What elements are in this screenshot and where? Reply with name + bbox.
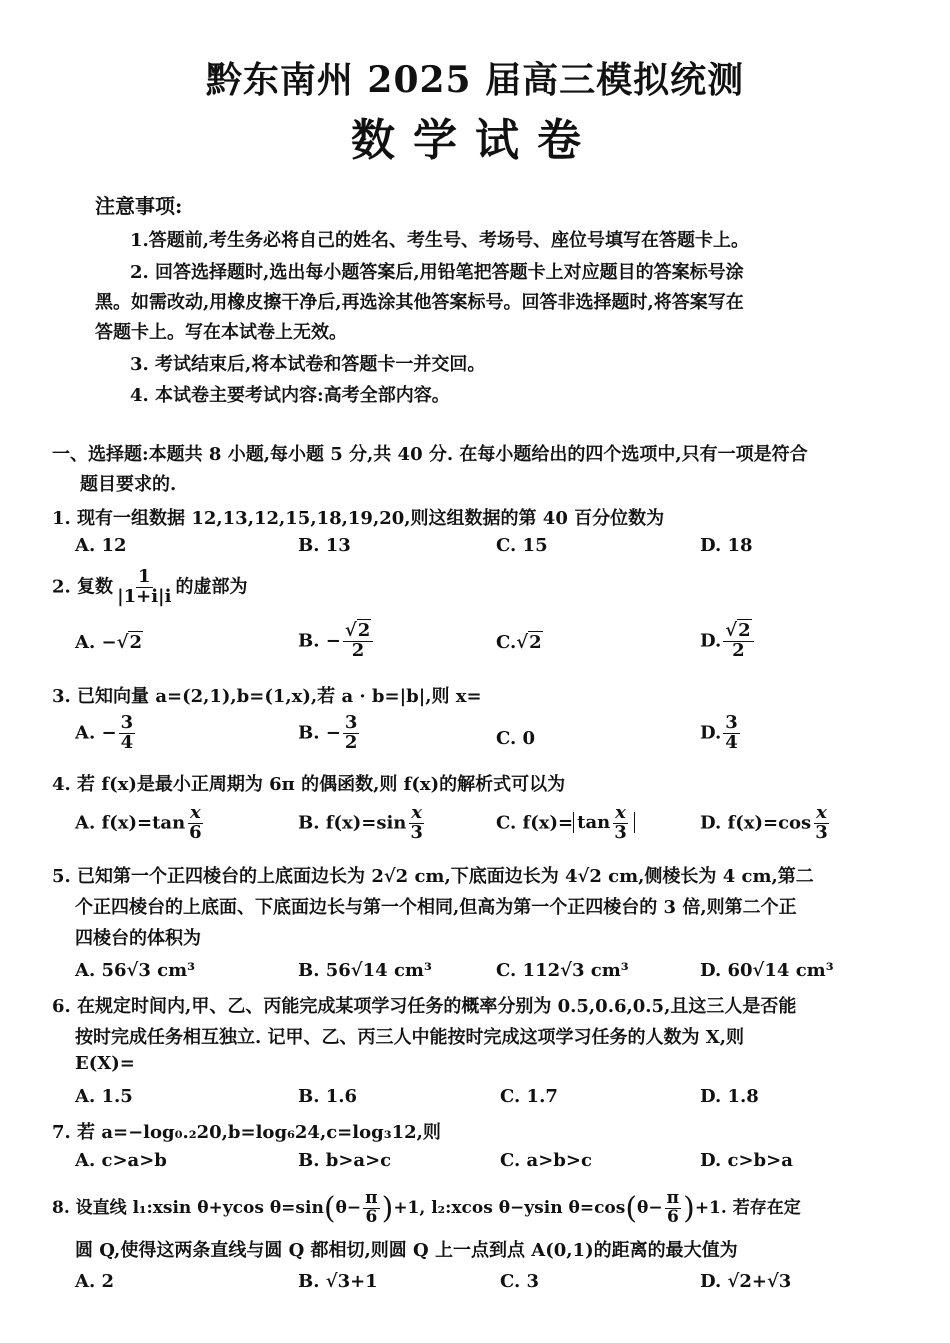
question-5-line-2: 个正四棱台的上底面、下底面边长与第一个相同,但高为第一个正四棱台的 3 倍,则第二个正 <box>75 897 797 918</box>
question-6-option-d: D. 1.8 <box>700 1086 759 1107</box>
notice-heading: 注意事项: <box>95 194 183 218</box>
question-4-option-c: C. f(x)= tan $\frac{x}{3}$ <box>496 804 635 843</box>
question-1-option-d: D. 18 <box>700 535 753 556</box>
notice-item-2-line-2: 黑。如需改动,用橡皮擦干净后,再选涂其他答案标号。回答非选择题时,将答案写在 <box>95 292 744 313</box>
notice-item-3: 3. 考试结束后,将本试卷和答题卡一并交回。 <box>130 354 486 375</box>
question-3-option-c: C. 0 <box>496 728 536 749</box>
notice-item-2-line-3: 答题卡上。写在本试卷上无效。 <box>95 322 347 343</box>
question-3-option-d: D. $\frac{3}{4}$ <box>700 712 738 753</box>
question-2-option-b: B. − $\frac{√2}{2}$ <box>298 622 375 661</box>
question-5-line-3: 四棱台的体积为 <box>75 928 201 949</box>
question-4-option-d: D. f(x)=cos $\frac{x}{3}$ <box>700 802 828 843</box>
question-7-option-d: D. c>b>a <box>700 1150 793 1171</box>
question-4-option-b: B. f(x)=sin $\frac{x}{3}$ <box>298 802 423 843</box>
question-5-option-a: A. 56√3 cm³ <box>75 960 196 981</box>
question-4-option-a: A. f(x)=tan $\frac{x}{6}$ <box>75 802 202 843</box>
question-1-option-c: C. 15 <box>496 535 548 556</box>
exam-subtitle: 数学试卷 <box>351 115 599 166</box>
question-1-stem: 1. 现有一组数据 12,13,12,15,18,19,20,则这组数据的第 40 百分位数为 <box>52 508 665 529</box>
notice-item-2-line-1: 2. 回答选择题时,选出每小题答案后,用铅笔把答题卡上对应题目的答案标号涂 <box>130 262 744 283</box>
exam-title: 黔东南州 2025 届高三模拟统测 <box>205 59 745 101</box>
question-7-option-b: B. b>a>c <box>298 1150 392 1171</box>
question-8-option-a: A. 2 <box>75 1271 115 1292</box>
question-7-stem: 7. 若 a=−log₀.₂20,b=log₆24,c=log₃12,则 <box>52 1122 441 1143</box>
question-6-line-3: E(X)= <box>75 1053 135 1074</box>
question-5-line-1: 5. 已知第一个正四棱台的上底面边长为 2√2 cm,下底面边长为 4√2 cm,侧棱长为 4 cm,第二 <box>52 866 814 887</box>
section-heading-line-1: 一、选择题:本题共 8 小题,每小题 5 分,共 40 分. 在每小题给出的四个选项中,只有一项是符合 <box>52 444 808 465</box>
question-8-option-c: C. 3 <box>500 1271 540 1292</box>
question-8-option-d: D. √2+√3 <box>700 1271 792 1292</box>
question-8-option-b: B. √3+1 <box>298 1271 378 1292</box>
question-2-option-c: C.√2 <box>496 632 542 653</box>
question-3-stem: 3. 已知向量 a=(2,1),b=(1,x),若 a · b=|b|,则 x= <box>52 686 482 707</box>
question-6-line-1: 6. 在规定时间内,甲、乙、丙能完成某项学习任务的概率分别为 0.5,0.6,0.5,且这三人是否能 <box>52 996 797 1017</box>
question-2-stem: 2. 复数 $\frac{1}{|1+i|i}$ 的虚部为 <box>52 566 248 607</box>
question-3-option-a: A. − $\frac{3}{4}$ <box>75 712 134 753</box>
question-2-option-d: D. $\frac{√2}{2}$ <box>700 622 756 661</box>
question-5-option-b: B. 56√14 cm³ <box>298 960 432 981</box>
question-6-option-c: C. 1.7 <box>500 1086 558 1107</box>
question-8-line-2: 圆 Q,使得这两条直线与圆 Q 都相切,则圆 Q 上一点到点 A(0,1)的距离的最大值为 <box>75 1240 738 1261</box>
notice-item-1: 1.答题前,考生务必将自己的姓名、考生号、考场号、座位号填写在答题卡上。 <box>130 230 750 251</box>
question-6-option-a: A. 1.5 <box>75 1086 133 1107</box>
question-8-line-1: 8. 设直线 l₁:xsin θ+ycos θ=sin(θ− $\frac{\pi}{6}$ )+1, l₂:xcos θ−ysin θ=cos(θ− $\frac{\pi}{6}$ )+1. 若存在定 <box>52 1188 801 1227</box>
question-4-stem: 4. 若 f(x)是最小正周期为 6π 的偶函数,则 f(x)的解析式可以为 <box>52 774 566 795</box>
question-7-option-c: C. a>b>c <box>500 1150 592 1171</box>
question-5-option-d: D. 60√14 cm³ <box>700 960 834 981</box>
question-1-option-a: A. 12 <box>75 535 127 556</box>
question-5-option-c: C. 112√3 cm³ <box>496 960 629 981</box>
question-7-option-a: A. c>a>b <box>75 1150 167 1171</box>
question-3-option-b: B. − $\frac{3}{2}$ <box>298 712 358 753</box>
section-heading-line-2: 题目要求的. <box>80 474 177 495</box>
question-6-line-2: 按时完成任务相互独立. 记甲、乙、丙三人中能按时完成这项学习任务的人数为 X,则 <box>75 1027 745 1048</box>
question-6-option-b: B. 1.6 <box>298 1086 358 1107</box>
notice-item-4: 4. 本试卷主要考试内容:高考全部内容。 <box>130 385 450 406</box>
question-2-option-a: A. −√2 <box>75 632 142 653</box>
question-1-option-b: B. 13 <box>298 535 351 556</box>
